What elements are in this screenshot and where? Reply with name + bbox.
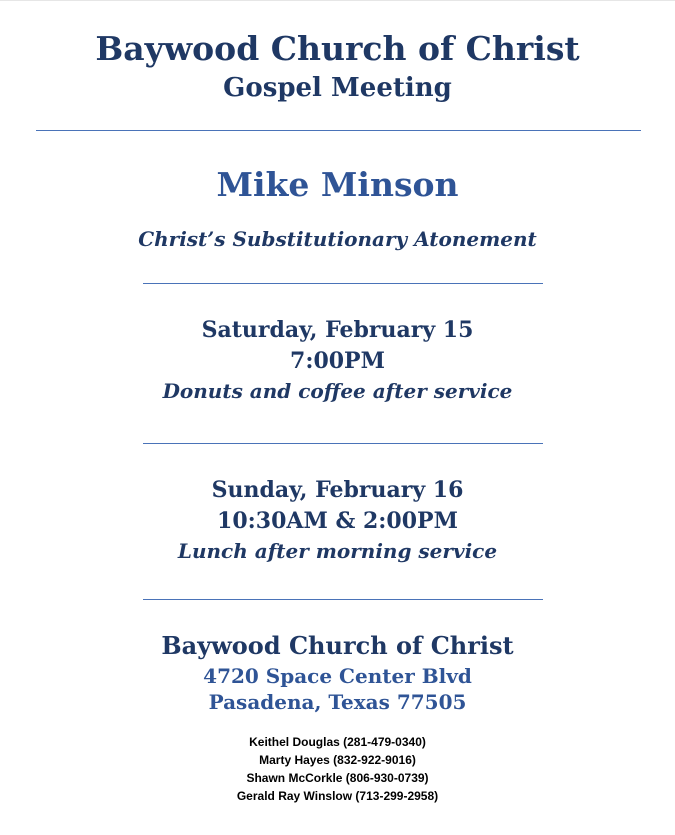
location-name: Baywood Church of Christ [161,631,514,660]
event-subtitle: Gospel Meeting [223,73,452,103]
contact-line: Keithel Douglas (281-479-0340) [249,735,426,749]
section-divider [143,283,543,284]
session-day: Sunday, February 16 [211,477,464,503]
contact-line: Gerald Ray Winslow (713-299-2958) [236,789,439,803]
church-title: Baywood Church of Christ [95,29,580,68]
location-street: 4720 Space Center Blvd [203,664,472,688]
contact-line: Marty Hayes (832-922-9016) [259,753,416,767]
contact-line: Shawn McCorkle (806-930-0739) [246,771,429,785]
session-time: 10:30AM & 2:00PM [217,508,458,534]
section-divider [143,443,543,444]
session-day: Saturday, February 15 [201,317,474,343]
session-note: Donuts and coffee after service [162,379,513,403]
session-note: Lunch after morning service [177,539,498,563]
section-divider [143,599,543,600]
header-divider [36,130,641,131]
location-city: Pasadena, Texas 77505 [208,690,467,714]
session-time: 7:00PM [290,348,385,374]
sermon-topic: Christ’s Substitutionary Atonement [138,227,537,251]
speaker-name: Mike Minson [216,165,459,204]
